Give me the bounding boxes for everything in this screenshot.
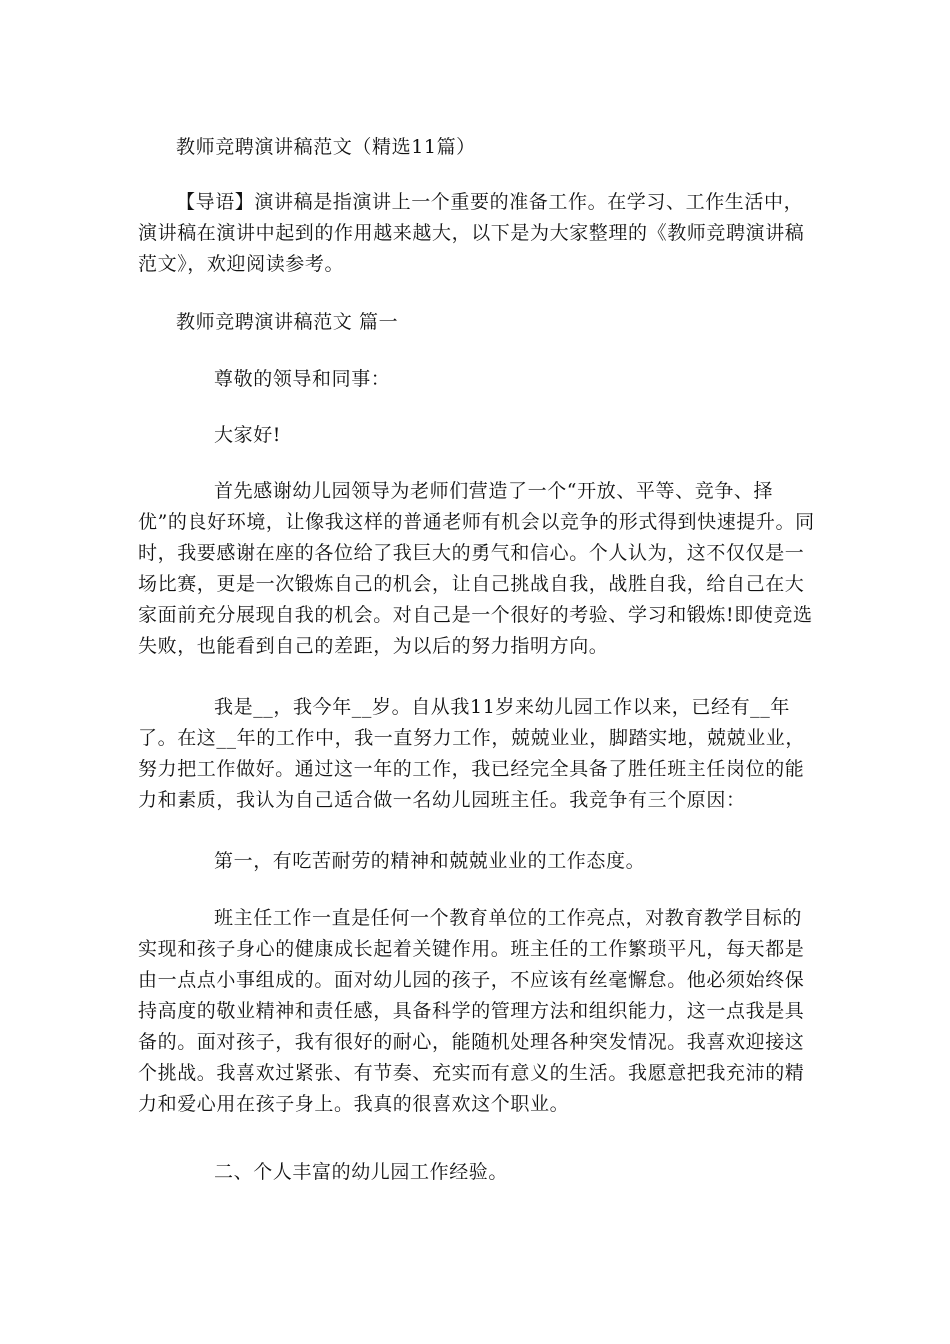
salutation: 尊敬的领导和同事：: [214, 368, 391, 390]
body-paragraph-5: 二、个人丰富的幼儿园工作经验。: [214, 1161, 509, 1183]
body-paragraph-2: 我是__，我今年__岁。自从我11岁来幼儿园工作以来，已经有__年了。在这__年的工作中，我一直努力工作，兢兢业业，脚踏实地，兢兢业业，努力把工作做好。通过这一年的工作，我已经完全具备了胜任班主任岗位的能力和素质，我认为自己适合做一名幼儿园班主任。我竞争有三个原因：: [138, 696, 806, 811]
body-paragraph-4: 班主任工作一直是任何一个教育单位的工作亮点，对教育教学目标的实现和孩子身心的健康成长起着关键作用。班主任的工作繁琐平凡，每天都是由一点点小事组成的。面对幼儿园的孩子，不应该有丝毫懈怠。他必须始终保持高度的敬业精神和责任感，具备科学的管理方法和组织能力，这一点我是具备的。面对孩子，我有很好的耐心，能随机处理各种突发情况。我喜欢迎接这个挑战。我喜欢过紧张、有节奏、充实而有意义的生活。我愿意把我充沛的精力和爱心用在孩子身上。我真的很喜欢这个职业。: [138, 907, 805, 1115]
greeting: 大家好!: [214, 424, 282, 446]
body-paragraph-1: 首先感谢幼儿园领导为老师们营造了一个“开放、平等、竞争、择优”的良好环境，让像我这样的普通老师有机会以竞争的形式得到快速提升。同时，我要感谢在座的各位给了我巨大的勇气和信心。个人认为，这不仅仅是一场比赛，更是一次锻炼自己的机会，让自己挑战自我，战胜自我，给自己在大家面前充分展现自我的机会。对自己是一个很好的考验、学习和锻炼!即使竞选失败，也能看到自己的差距，为以后的努力指明方向。: [138, 480, 815, 657]
section-heading: 教师竞聘演讲稿范文 篇一: [176, 311, 399, 333]
document-title: 教师竞聘演讲稿范文（精选11篇）: [176, 136, 476, 158]
intro-paragraph: 【导语】演讲稿是指演讲上一个重要的准备工作。在学习、工作生活中，演讲稿在演讲中起到的作用越来越大，以下是为大家整理的《教师竞聘演讲稿范文》，欢迎阅读参考。: [138, 191, 805, 275]
body-paragraph-3: 第一，有吃苦耐劳的精神和兢兢业业的工作态度。: [214, 850, 646, 872]
